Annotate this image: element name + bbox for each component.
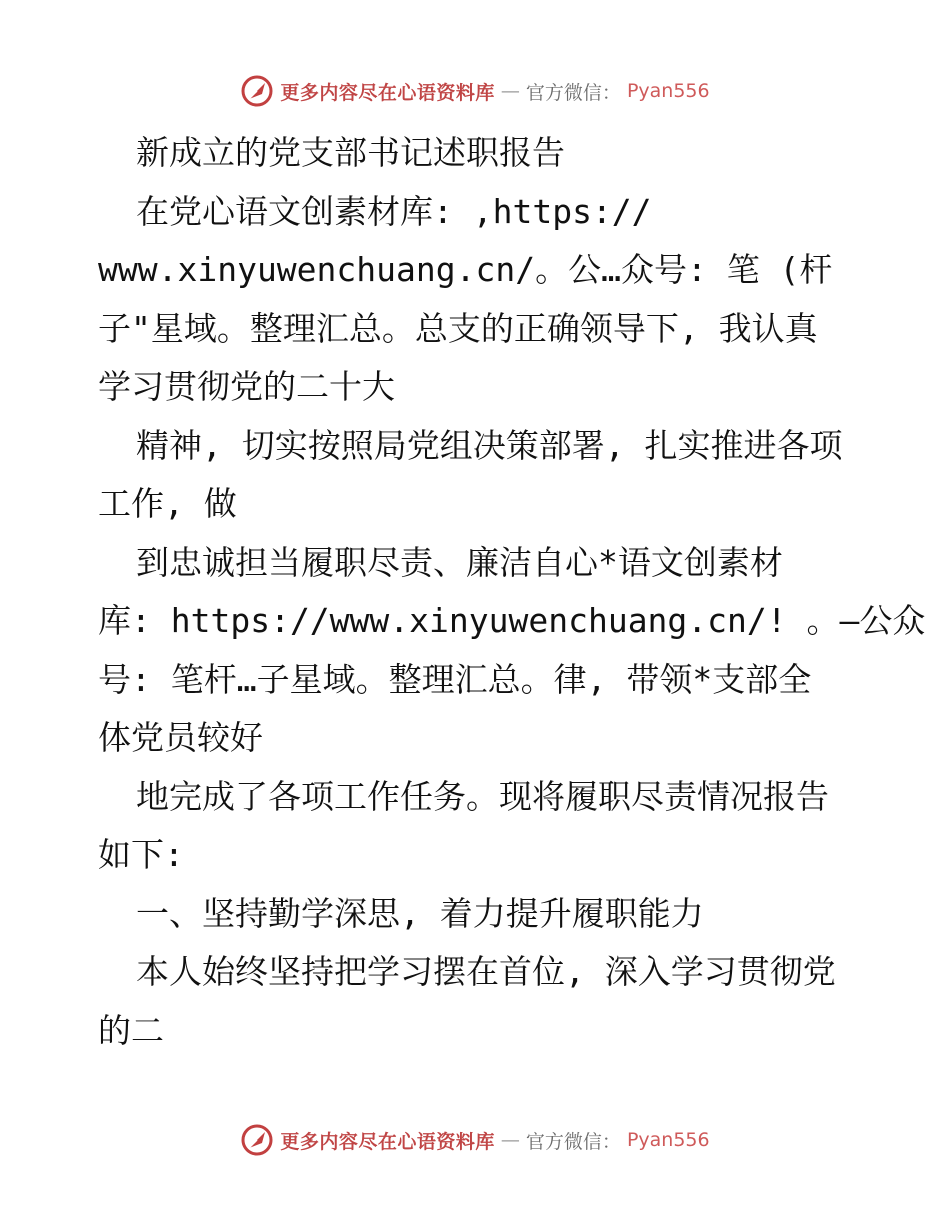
- quill-logo-icon: [240, 74, 274, 108]
- text-line: 在党心语文创素材库: ,https://: [136, 191, 652, 231]
- header-watermark: [0, 71, 950, 111]
- text-line: 学习贯彻党的二十大: [98, 367, 395, 406]
- watermark-contact-label: 官方微信：: [525, 1130, 621, 1153]
- watermark-contact-label: 官方微信：: [525, 81, 621, 104]
- watermark-wechat-id: Pyan556: [626, 1129, 710, 1151]
- text-line: 号: 笔杆…子星域。整理汇总。律, 带领*支部全: [98, 659, 812, 699]
- text-line: www.xinyuwenchuang.cn/。公…众号: 笔 (杆: [98, 250, 833, 289]
- watermark-main-text: 更多内容尽在心语资料库: [280, 1130, 495, 1153]
- watermark-dash: —: [500, 1129, 520, 1151]
- text-line: 如下:: [98, 835, 184, 874]
- text-line: 精神, 切实按照局党组决策部署, 扎实推进各项: [136, 425, 843, 465]
- footer-watermark: [0, 1120, 950, 1160]
- text-line: 体党员较好: [98, 718, 263, 757]
- section-heading: 一、坚持勤学深思, 着力提升履职能力: [136, 893, 704, 933]
- text-line: 工作, 做: [98, 484, 237, 523]
- text-line: 库: https://www.xinyuwenchuang.cn/! 。—公众: [98, 601, 926, 640]
- text-line: 地完成了各项工作任务。现将履职尽责情况报告: [136, 776, 829, 816]
- text-line: 的二: [98, 1010, 164, 1050]
- text-line: 本人始终坚持把学习摆在首位, 深入学习贯彻党: [136, 952, 836, 991]
- document-body: [98, 124, 926, 1060]
- watermark-main-text: 更多内容尽在心语资料库: [280, 81, 495, 104]
- text-line: 到忠诚担当履职尽责、廉洁自心*语文创素材: [136, 542, 783, 582]
- document-title: 新成立的党支部书记述职报告: [136, 133, 565, 172]
- quill-logo-icon: [240, 1123, 274, 1157]
- text-line: 子"星域。整理汇总。总支的正确领导下, 我认真: [98, 308, 818, 348]
- watermark-dash: —: [500, 80, 520, 102]
- watermark-wechat-id: Pyan556: [626, 80, 710, 102]
